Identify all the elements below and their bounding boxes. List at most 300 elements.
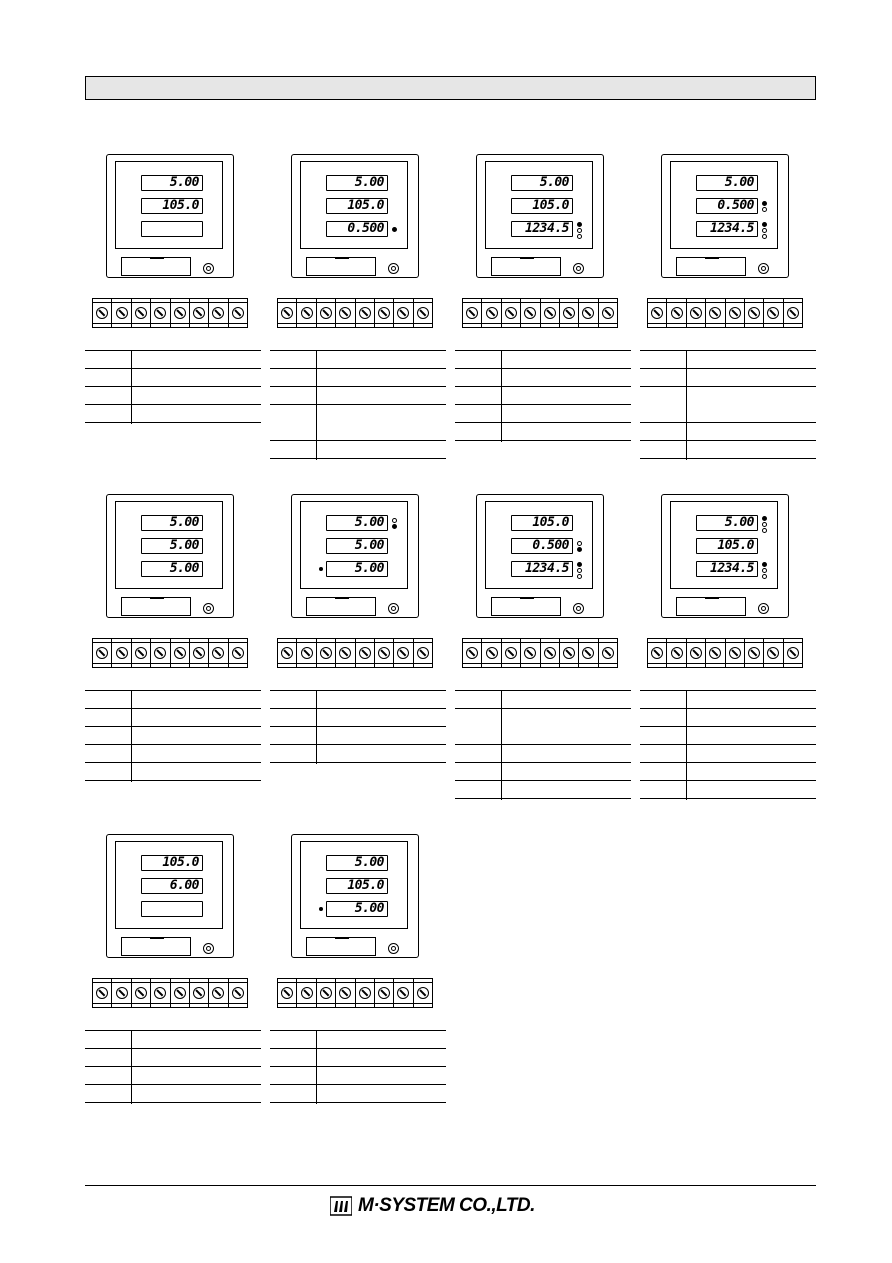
screw-icon: [397, 307, 409, 319]
terminal-cell: [579, 639, 598, 667]
screw-icon: [232, 647, 244, 659]
screw-icon: [417, 307, 429, 319]
indicator-lamp-icon: [392, 518, 397, 523]
meter-unit: [640, 154, 816, 484]
adjust-knob-icon: [203, 603, 214, 614]
terminal-cell: [667, 299, 686, 327]
terminal-cell: [687, 639, 706, 667]
led-display-1: 5.00: [141, 515, 203, 531]
terminal-cell: [599, 639, 617, 667]
terminal-cell: [297, 639, 316, 667]
terminal-cell: [463, 299, 482, 327]
screw-icon: [96, 307, 108, 319]
terminal-cell: [190, 299, 209, 327]
company-logo: [330, 1195, 535, 1217]
spec-table-row: [85, 727, 261, 745]
panel-meter-front: [661, 154, 789, 278]
led-display-2: 6.00: [141, 878, 203, 894]
screw-icon: [212, 647, 224, 659]
panel-meter-front: [291, 154, 419, 278]
terminal-cell: [482, 299, 501, 327]
front-cover-panel: [121, 937, 191, 956]
spec-table-row: [270, 441, 446, 459]
spec-table-row: [85, 387, 261, 405]
indicator-lamp-icon: [392, 227, 397, 232]
terminal-cell: [132, 639, 151, 667]
screw-icon: [301, 647, 313, 659]
meter-screen: [485, 501, 593, 589]
spec-table-row: [270, 387, 446, 405]
terminal-block: [92, 298, 248, 328]
meter-screen: [115, 841, 223, 929]
spec-table-row: [85, 405, 261, 423]
spec-table-row: [640, 763, 816, 781]
screw-icon: [174, 307, 186, 319]
led-display-3: 1234.5: [511, 221, 573, 237]
terminal-cell: [745, 639, 764, 667]
terminal-cell: [375, 299, 394, 327]
cover-tab: [335, 597, 349, 599]
terminal-cell: [463, 639, 482, 667]
terminal-cell: [375, 639, 394, 667]
panel-meter-front: [661, 494, 789, 618]
screw-icon: [671, 307, 683, 319]
m-system-logo-icon: [330, 1196, 352, 1216]
terminal-cell: [394, 979, 413, 1007]
panel-meter-front: [106, 834, 234, 958]
screw-icon: [212, 307, 224, 319]
terminal-cell: [132, 979, 151, 1007]
led-display-3: 1234.5: [696, 221, 758, 237]
led-display-1: 105.0: [511, 515, 573, 531]
screw-icon: [193, 987, 205, 999]
screw-icon: [320, 307, 332, 319]
terminal-cell: [229, 299, 247, 327]
screw-icon: [690, 647, 702, 659]
led-display-2: 105.0: [696, 538, 758, 554]
spec-table: [455, 350, 631, 441]
panel-meter-front: [106, 154, 234, 278]
screw-icon: [563, 307, 575, 319]
terminal-cell: [502, 299, 521, 327]
terminal-cell: [784, 639, 802, 667]
spec-table-row: [270, 405, 446, 441]
front-cover-panel: [491, 257, 561, 276]
spec-table-row: [85, 1031, 261, 1049]
spec-table: [85, 350, 261, 423]
spec-table-row: [270, 1049, 446, 1067]
meter-unit: [85, 154, 261, 484]
terminal-cell: [764, 299, 783, 327]
screw-icon: [544, 647, 556, 659]
indicator-lamp-icon: [762, 568, 767, 573]
screw-icon: [582, 307, 594, 319]
terminal-cell: [356, 979, 375, 1007]
meter-screen: [115, 501, 223, 589]
spec-table-row: [270, 1067, 446, 1085]
screw-icon: [301, 307, 313, 319]
spec-table: [455, 690, 631, 799]
terminal-block: [462, 638, 618, 668]
terminal-cell: [356, 299, 375, 327]
status-indicator-group: [577, 562, 583, 580]
panel-meter-front: [291, 494, 419, 618]
led-display-3: [141, 901, 203, 917]
screw-icon: [116, 987, 128, 999]
led-display-2: 5.00: [326, 538, 388, 554]
spec-table: [85, 690, 261, 781]
section-header-bar: [85, 76, 816, 100]
spec-table-row: [455, 709, 631, 745]
terminal-cell: [112, 979, 131, 1007]
spec-table: [640, 690, 816, 799]
spec-table-row: [455, 387, 631, 405]
meter-unit: [85, 494, 261, 824]
screw-icon: [232, 987, 244, 999]
indicator-lamp-icon: [762, 222, 767, 227]
terminal-block: [277, 298, 433, 328]
screw-icon: [232, 307, 244, 319]
spec-table-row: [455, 423, 631, 441]
adjust-knob-icon: [388, 943, 399, 954]
spec-table: [270, 350, 446, 459]
spec-table-row: [85, 745, 261, 763]
terminal-cell: [317, 639, 336, 667]
channel-marker-icon: [319, 567, 323, 571]
terminal-block: [647, 298, 803, 328]
panel-meter-front: [106, 494, 234, 618]
terminal-cell: [784, 299, 802, 327]
screw-icon: [193, 647, 205, 659]
cover-tab: [335, 257, 349, 259]
spec-table-row: [640, 691, 816, 709]
spec-table-row: [270, 1031, 446, 1049]
indicator-lamp-icon: [577, 574, 582, 579]
led-display-3: 5.00: [326, 901, 388, 917]
meter-screen: [300, 501, 408, 589]
company-name: M·SYSTEM CO.,LTD.: [358, 1195, 535, 1216]
terminal-cell: [375, 979, 394, 1007]
front-cover-panel: [676, 597, 746, 616]
terminal-cell: [151, 299, 170, 327]
screw-icon: [729, 307, 741, 319]
spec-table-row: [455, 351, 631, 369]
panel-meter-front: [476, 494, 604, 618]
panel-meter-front: [291, 834, 419, 958]
led-display-3: [141, 221, 203, 237]
indicator-lamp-icon: [577, 562, 582, 567]
spec-table: [270, 690, 446, 763]
indicator-lamp-icon: [762, 574, 767, 579]
spec-table-row: [85, 763, 261, 781]
indicator-lamp-icon: [762, 207, 767, 212]
screw-icon: [671, 647, 683, 659]
screw-icon: [359, 307, 371, 319]
screw-icon: [154, 307, 166, 319]
indicator-lamp-icon: [762, 228, 767, 233]
screw-icon: [505, 307, 517, 319]
front-cover-panel: [306, 597, 376, 616]
indicator-lamp-icon: [577, 541, 582, 546]
adjust-knob-icon: [203, 263, 214, 274]
terminal-cell: [171, 299, 190, 327]
adjust-knob-icon: [388, 603, 399, 614]
screw-icon: [582, 647, 594, 659]
led-display-3: 0.500: [326, 221, 388, 237]
terminal-cell: [667, 639, 686, 667]
spec-table-row: [270, 745, 446, 763]
terminal-cell: [414, 299, 432, 327]
led-display-3: 5.00: [326, 561, 388, 577]
screw-icon: [563, 647, 575, 659]
terminal-block: [462, 298, 618, 328]
screw-icon: [397, 987, 409, 999]
indicator-lamp-icon: [577, 234, 582, 239]
terminal-cell: [648, 639, 667, 667]
terminal-cell: [706, 299, 725, 327]
adjust-knob-icon: [758, 263, 769, 274]
screw-icon: [709, 647, 721, 659]
screw-icon: [748, 647, 760, 659]
terminal-cell: [414, 979, 432, 1007]
spec-table-row: [270, 691, 446, 709]
led-display-1: 5.00: [326, 175, 388, 191]
screw-icon: [96, 647, 108, 659]
panel-meter-front: [476, 154, 604, 278]
status-indicator-group: [577, 222, 583, 240]
terminal-cell: [171, 639, 190, 667]
screw-icon: [281, 647, 293, 659]
screw-icon: [651, 307, 663, 319]
spec-table: [270, 1030, 446, 1103]
terminal-cell: [209, 979, 228, 1007]
screw-icon: [281, 987, 293, 999]
spec-table-row: [640, 709, 816, 727]
terminal-cell: [502, 639, 521, 667]
terminal-cell: [151, 979, 170, 1007]
screw-icon: [767, 647, 779, 659]
spec-table-row: [85, 1085, 261, 1103]
cover-tab: [335, 937, 349, 939]
indicator-lamp-icon: [762, 562, 767, 567]
indicator-lamp-icon: [577, 228, 582, 233]
cover-tab: [520, 257, 534, 259]
front-cover-panel: [121, 257, 191, 276]
screw-icon: [787, 307, 799, 319]
terminal-block: [277, 638, 433, 668]
cover-tab: [150, 597, 164, 599]
led-display-2: 5.00: [141, 538, 203, 554]
spec-table-row: [640, 727, 816, 745]
terminal-cell: [278, 299, 297, 327]
meter-screen: [670, 501, 778, 589]
led-display-1: 5.00: [141, 175, 203, 191]
terminal-cell: [190, 979, 209, 1007]
screw-icon: [301, 987, 313, 999]
screw-icon: [466, 647, 478, 659]
screw-icon: [96, 987, 108, 999]
terminal-cell: [93, 979, 112, 1007]
adjust-knob-icon: [758, 603, 769, 614]
meter-unit: [270, 834, 446, 1164]
cover-tab: [520, 597, 534, 599]
screw-icon: [154, 987, 166, 999]
terminal-block: [647, 638, 803, 668]
screw-icon: [320, 647, 332, 659]
terminal-cell: [560, 299, 579, 327]
screw-icon: [135, 647, 147, 659]
screw-icon: [339, 987, 351, 999]
meter-screen: [300, 841, 408, 929]
screw-icon: [320, 987, 332, 999]
terminal-cell: [317, 979, 336, 1007]
spec-table-row: [85, 1049, 261, 1067]
screw-icon: [709, 307, 721, 319]
meter-screen: [485, 161, 593, 249]
cover-tab: [705, 597, 719, 599]
front-cover-panel: [306, 937, 376, 956]
spec-table-row: [270, 369, 446, 387]
indicator-lamp-icon: [577, 568, 582, 573]
front-cover-panel: [121, 597, 191, 616]
terminal-cell: [687, 299, 706, 327]
terminal-cell: [482, 639, 501, 667]
terminal-cell: [336, 639, 355, 667]
screw-icon: [378, 307, 390, 319]
status-indicator-group: [762, 516, 768, 534]
meter-screen: [115, 161, 223, 249]
led-display-1: 5.00: [696, 175, 758, 191]
status-indicator-group: [762, 562, 768, 580]
meter-unit: [85, 834, 261, 1164]
terminal-cell: [112, 299, 131, 327]
screw-icon: [154, 647, 166, 659]
spec-table-row: [640, 387, 816, 423]
cover-tab: [150, 257, 164, 259]
indicator-lamp-icon: [577, 547, 582, 552]
indicator-lamp-icon: [577, 222, 582, 227]
screw-icon: [359, 647, 371, 659]
indicator-lamp-icon: [392, 524, 397, 529]
front-cover-panel: [491, 597, 561, 616]
screw-icon: [212, 987, 224, 999]
channel-marker-icon: [319, 907, 323, 911]
screw-icon: [281, 307, 293, 319]
terminal-cell: [521, 299, 540, 327]
screw-icon: [193, 307, 205, 319]
screw-icon: [651, 647, 663, 659]
terminal-cell: [706, 639, 725, 667]
terminal-cell: [171, 979, 190, 1007]
front-cover-panel: [306, 257, 376, 276]
screw-icon: [417, 987, 429, 999]
led-display-1: 5.00: [326, 855, 388, 871]
terminal-cell: [394, 299, 413, 327]
terminal-cell: [764, 639, 783, 667]
led-display-2: 105.0: [326, 878, 388, 894]
terminal-cell: [336, 299, 355, 327]
terminal-cell: [112, 639, 131, 667]
meter-unit: [270, 154, 446, 484]
screw-icon: [602, 647, 614, 659]
terminal-cell: [317, 299, 336, 327]
led-display-1: 105.0: [141, 855, 203, 871]
spec-table-row: [640, 351, 816, 369]
terminal-cell: [726, 639, 745, 667]
screw-icon: [135, 987, 147, 999]
screw-icon: [505, 647, 517, 659]
adjust-knob-icon: [573, 603, 584, 614]
screw-icon: [378, 987, 390, 999]
terminal-cell: [521, 639, 540, 667]
spec-table-row: [270, 1085, 446, 1103]
spec-table: [85, 1030, 261, 1103]
meter-unit: [640, 494, 816, 824]
cover-tab: [150, 937, 164, 939]
terminal-cell: [229, 639, 247, 667]
adjust-knob-icon: [203, 943, 214, 954]
spec-table-row: [270, 727, 446, 745]
screw-icon: [544, 307, 556, 319]
screw-icon: [486, 647, 498, 659]
terminal-cell: [209, 639, 228, 667]
screw-icon: [524, 307, 536, 319]
status-indicator-group: [392, 227, 398, 233]
led-display-3: 1234.5: [511, 561, 573, 577]
led-display-1: 5.00: [696, 515, 758, 531]
terminal-block: [277, 978, 433, 1008]
screw-icon: [339, 647, 351, 659]
spec-table-row: [85, 691, 261, 709]
indicator-lamp-icon: [762, 522, 767, 527]
status-indicator-group: [392, 518, 398, 530]
spec-table-row: [455, 369, 631, 387]
terminal-cell: [336, 979, 355, 1007]
screw-icon: [174, 987, 186, 999]
terminal-cell: [726, 299, 745, 327]
led-display-2: 105.0: [326, 198, 388, 214]
terminal-cell: [297, 299, 316, 327]
terminal-block: [92, 978, 248, 1008]
adjust-knob-icon: [388, 263, 399, 274]
terminal-cell: [278, 979, 297, 1007]
terminal-cell: [579, 299, 598, 327]
led-display-2: 0.500: [511, 538, 573, 554]
indicator-lamp-icon: [762, 201, 767, 206]
screw-icon: [174, 647, 186, 659]
front-cover-panel: [676, 257, 746, 276]
led-display-2: 105.0: [141, 198, 203, 214]
meter-screen: [300, 161, 408, 249]
terminal-cell: [414, 639, 432, 667]
terminal-cell: [132, 299, 151, 327]
indicator-lamp-icon: [762, 234, 767, 239]
meter-screen: [670, 161, 778, 249]
terminal-cell: [229, 979, 247, 1007]
screw-icon: [602, 307, 614, 319]
led-display-2: 105.0: [511, 198, 573, 214]
footer-divider: [85, 1185, 816, 1186]
terminal-cell: [599, 299, 617, 327]
spec-table-row: [455, 691, 631, 709]
meter-unit: [270, 494, 446, 824]
spec-table-row: [85, 369, 261, 387]
led-display-1: 5.00: [326, 515, 388, 531]
terminal-block: [92, 638, 248, 668]
terminal-cell: [190, 639, 209, 667]
spec-table-row: [85, 351, 261, 369]
terminal-cell: [541, 639, 560, 667]
